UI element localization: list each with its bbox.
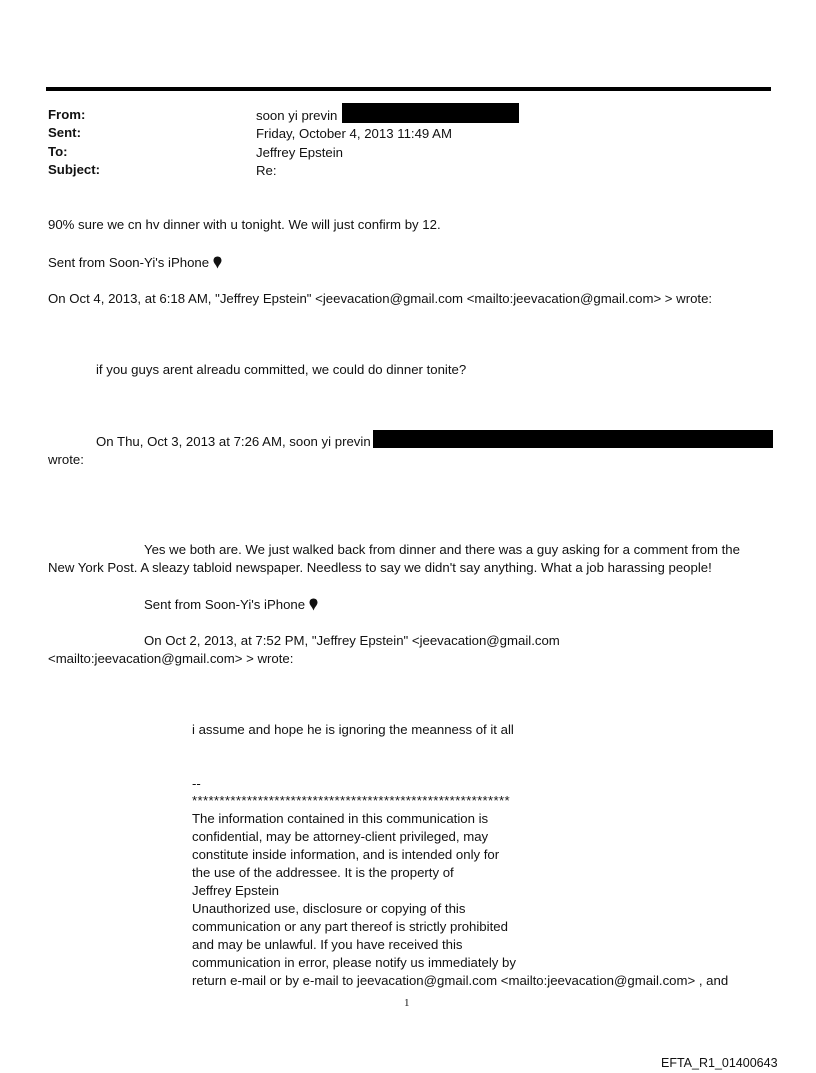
location-pin-icon (309, 598, 318, 611)
sent-from-line-1 (48, 254, 222, 272)
quote2-body-line-2: New York Post. A sleazy tabloid newspaper. Needless to say we didn't say anything. What a job harassing people! (48, 560, 712, 575)
signature-dash: -- (192, 776, 201, 791)
signature-stars: ********************************************************** (192, 793, 510, 808)
disclaimer-line: return e-mail or by e-mail to jeevacation@gmail.com <mailto:jeevacation@gmail.com> , and (192, 973, 729, 988)
disclaimer-line: Unauthorized use, disclosure or copying of this (192, 901, 466, 916)
quote2-header: On Thu, Oct 3, 2013 at 7:26 AM, soon yi previn (96, 434, 371, 449)
sent-from-text-1: Sent from Soon-Yi's iPhone (48, 255, 210, 270)
sent-from-line-2 (144, 596, 318, 614)
quote3-header-line-2: <mailto:jeevacation@gmail.com> > wrote: (48, 651, 294, 666)
to-label: To: (48, 144, 68, 159)
sent-value: Friday, October 4, 2013 11:49 AM (256, 126, 452, 141)
body-line-1: 90% sure we cn hv dinner with u tonight. We will just confirm by 12. (48, 217, 441, 232)
quote3-body: i assume and hope he is ignoring the meanness of it all (192, 722, 514, 737)
disclaimer-line: The information contained in this communication is (192, 811, 489, 826)
to-value: Jeffrey Epstein (256, 145, 343, 160)
disclaimer-line: confidential, may be attorney-client privileged, may (192, 829, 489, 844)
document-id: EFTA_R1_01400643 (661, 1056, 778, 1070)
quote1-header: On Oct 4, 2013, at 6:18 AM, "Jeffrey Epstein" <jeevacation@gmail.com <mailto:jeevacation@gmail.com> > wrote: (48, 291, 713, 306)
quote1-body: if you guys arent alreadu committed, we could do dinner tonite? (96, 362, 467, 377)
page-number: 1 (404, 997, 410, 1009)
subject-label: Subject: (48, 162, 101, 177)
quote3-header-line-1: On Oct 2, 2013, at 7:52 PM, "Jeffrey Epstein" <jeevacation@gmail.com (144, 633, 560, 648)
sent-from-text-2: Sent from Soon-Yi's iPhone (144, 597, 306, 612)
disclaimer-line: Jeffrey Epstein (192, 883, 279, 898)
from-label: From: (48, 107, 86, 122)
disclaimer-line: constitute inside information, and is intended only for (192, 847, 500, 862)
disclaimer-line: communication in error, please notify us immediately by (192, 955, 516, 970)
disclaimer-line: the use of the addressee. It is the property of (192, 865, 454, 880)
disclaimer-line: communication or any part thereof is strictly prohibited (192, 919, 508, 934)
header-rule (46, 87, 771, 91)
subject-value: Re: (256, 163, 277, 178)
from-value: soon yi previn (256, 108, 338, 123)
disclaimer-line: and may be unlawful. If you have received this (192, 937, 463, 952)
quote2-body-line-1: Yes we both are. We just walked back from dinner and there was a guy asking for a comment from the (144, 542, 740, 557)
redaction-bar (342, 103, 519, 123)
sent-label: Sent: (48, 125, 81, 140)
location-pin-icon (213, 256, 222, 269)
quote2-header-wrote: wrote: (48, 452, 84, 467)
redaction-bar (373, 430, 773, 448)
